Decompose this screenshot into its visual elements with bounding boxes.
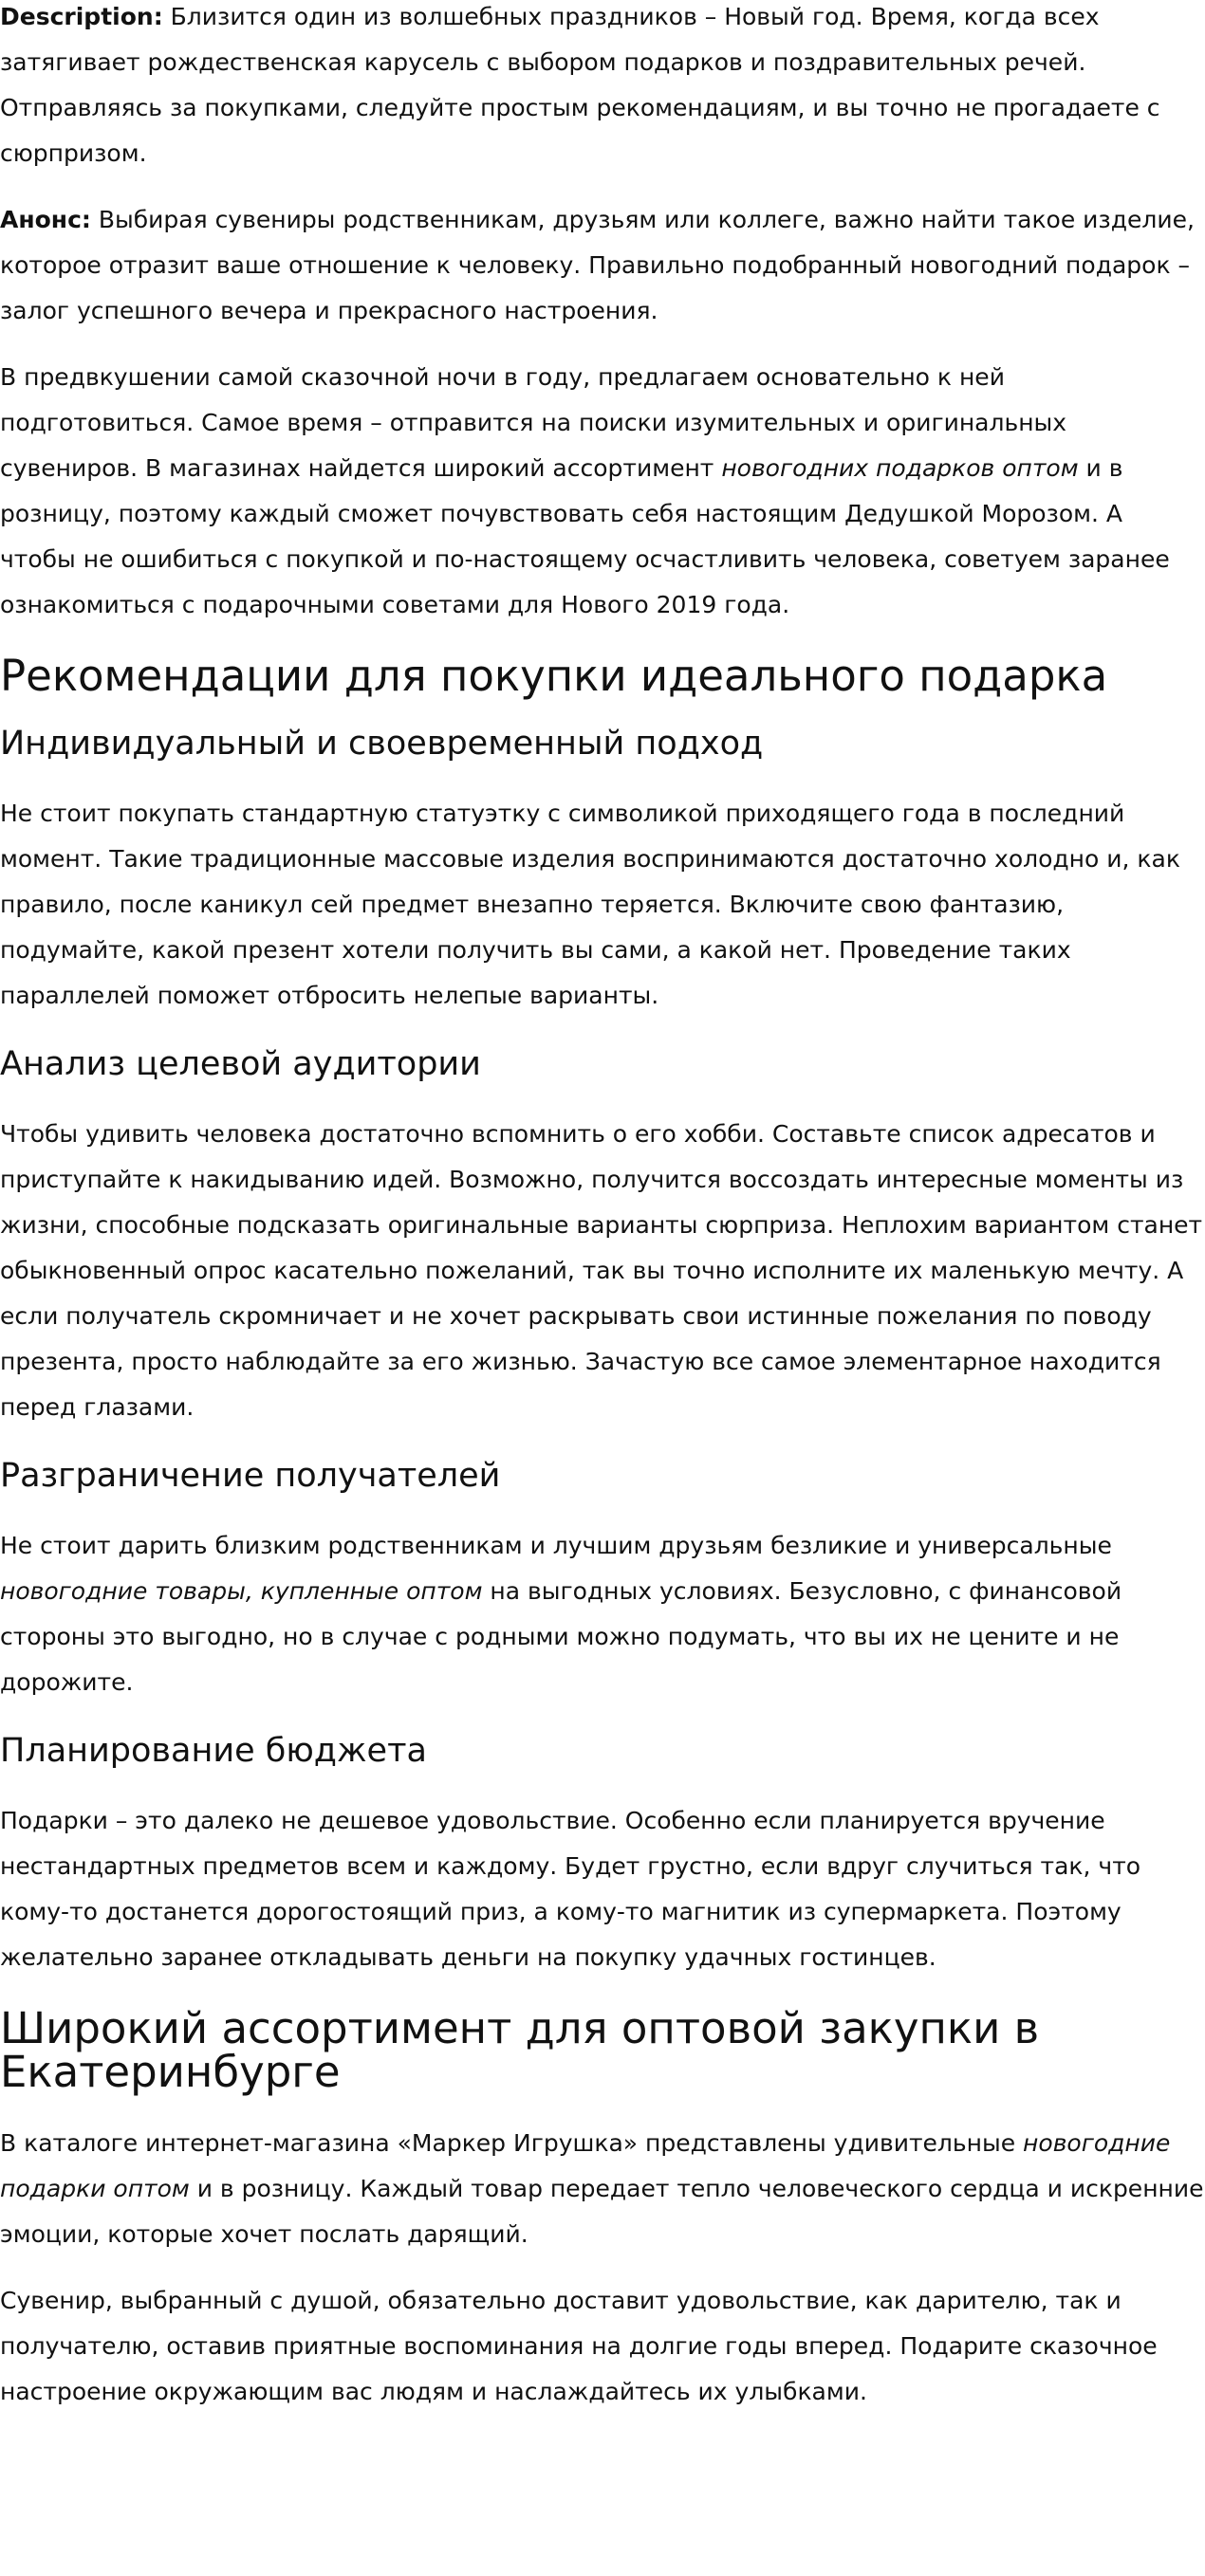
- subheading-recipients: Разграничение получателей: [0, 1457, 501, 1495]
- announce-text: Выбирая сувениры родственникам, друзьям или коллеге, важно найти такое изделие, которое отразит ваше отношение к человеку. Правильно подобранный новогодний подарок – залог успешного вечера и прекрасного настроения.: [0, 206, 1195, 324]
- intro-emphasis: новогодних подарков оптом: [721, 454, 1079, 482]
- paragraph-budget: Подарки – это далеко не дешевое удовольствие. Особенно если планируется вручение нестандартных предметов всем и каждому. Будет грустно, если вдруг случиться так, что кому-то достанется дорогостоящий приз, а кому-то магнитик из супермаркета. Поэтому желательно заранее откладывать деньги на покупку удачных гостинцев.: [0, 1807, 1141, 1971]
- paragraph-closing: Сувенир, выбранный с душой, обязательно доставит удовольствие, как дарителю, так и получателю, оставив приятные воспоминания на долгие годы вперед. Подарите сказочное настроение окружающим вас людям и наслаждайтесь их улыбками.: [0, 2287, 1158, 2405]
- meta-description: [0, 0, 1205, 176]
- announce-label: Анонс:: [0, 206, 91, 233]
- subheading-audience-analysis: Анализ целевой аудитории: [0, 1045, 481, 1083]
- paragraph-catalog: [0, 2121, 1205, 2257]
- recipients-emphasis: новогодние товары, купленные оптом: [0, 1577, 483, 1605]
- recipients-text-after: на выгодных условиях. Безусловно, с финансовой стороны это выгодно, но в случае с родными можно подумать, что вы их не цените и не дорожите.: [0, 1577, 1122, 1696]
- subheading-budget: Планирование бюджета: [0, 1732, 427, 1770]
- intro-text-before: В предвкушении самой сказочной ночи в году, предлагаем основательно к ней подготовиться. Самое время – отправится на поиски изумительных и оригинальных сувениров. В магазинах найдется широкий ассортимент: [0, 363, 1067, 482]
- catalog-emphasis: новогодние подарки оптом: [0, 2129, 1171, 2202]
- paragraph-audience-analysis: Чтобы удивить человека достаточно вспомнить о его хобби. Составьте список адресатов и приступайте к накидыванию идей. Возможно, получится воссоздать интересные моменты из жизни, способные подсказать оригинальные варианты сюрприза. Неплохим вариантом станет обыкновенный опрос касательно пожеланий, так вы точно исполните их маленькую мечту. А если получатель скромничает и не хочет раскрывать свои истинные пожелания по поводу презента, просто наблюдайте за его жизнью. Зачастую все самое элементарное находится перед глазами.: [0, 1120, 1203, 1421]
- recipients-text-before: Не стоит дарить близким родственникам и лучшим друзьям безликие и универсальные: [0, 1532, 1112, 1559]
- catalog-text-before: В каталоге интернет-магазина «Маркер Игрушка» представлены удивительные: [0, 2129, 1024, 2157]
- paragraph-recipients: [0, 1523, 1205, 1705]
- description-text: Близится один из волшебных праздников – Новый год. Время, когда всех затягивает рождественская карусель с выбором подарков и поздравительных речей. Отправляясь за покупками, следуйте простым рекомендациям, и вы точно не прогадаете с сюрпризом.: [0, 3, 1160, 167]
- description-label: Description:: [0, 3, 163, 30]
- subheading-individual-approach: Индивидуальный и своевременный подход: [0, 725, 764, 763]
- section-heading-assortment: Широкий ассортимент для оптовой закупки в Екатеринбурге: [0, 2003, 1040, 2097]
- meta-announce: [0, 197, 1205, 334]
- paragraph-individual-approach: Не стоит покупать стандартную статуэтку с символикой приходящего года в последний момент. Такие традиционные массовые изделия воспринимаются достаточно холодно и, как правило, после каникул сей предмет внезапно теряется. Включите свою фантазию, подумайте, какой презент хотели получить вы сами, а какой нет. Проведение таких параллелей поможет отбросить нелепые варианты.: [0, 800, 1180, 1009]
- intro-text-after: и в розницу, поэтому каждый сможет почувствовать себя настоящим Дедушкой Морозом. А чтобы не ошибиться с покупкой и по-настоящему осчастливить человека, советуем заранее ознакомиться с подарочными советами для Нового 2019 года.: [0, 454, 1170, 618]
- section-heading-recommendations: Рекомендации для покупки идеального подарка: [0, 651, 1108, 701]
- intro-paragraph: [0, 355, 1205, 628]
- catalog-text-after: и в розницу. Каждый товар передает тепло человеческого сердца и искренние эмоции, которые хочет послать дарящий.: [0, 2175, 1204, 2248]
